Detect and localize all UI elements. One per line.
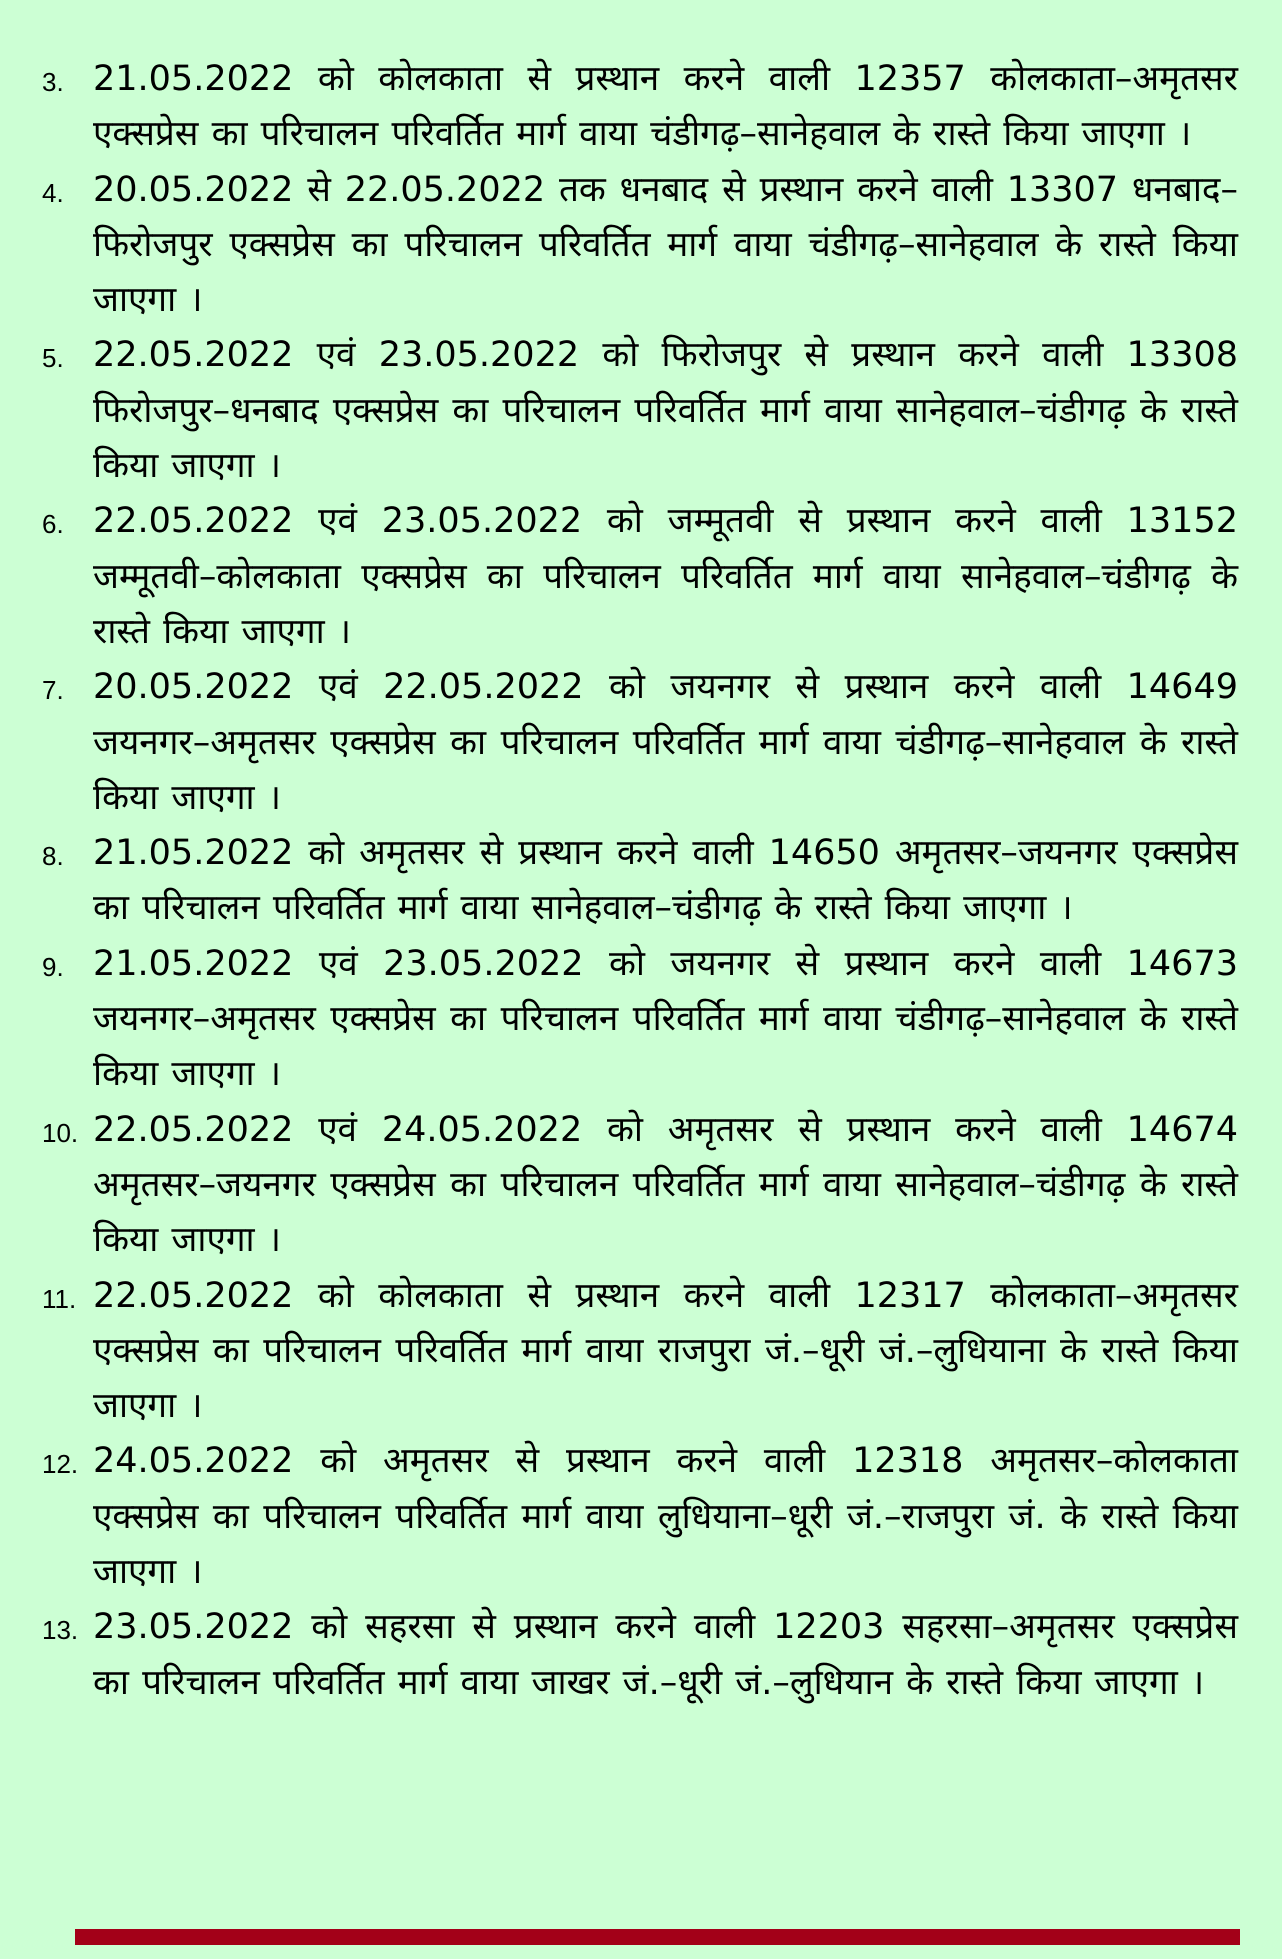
list-item	[42, 826, 1238, 937]
list-item	[42, 1103, 1238, 1269]
item-number: 3.	[42, 67, 64, 97]
list-item	[42, 937, 1238, 1103]
item-text: 20.05.2022 एवं 22.05.2022 को जयनगर से प्रस्थान करने वाली 14649 जयनगर–अमृतसर एक्सप्रेस का परिचालन परिवर्तित मार्ग वाया चंडीगढ़–सानेहवाल के रास्ते किया जाएगा ।	[93, 667, 1238, 818]
list-item	[42, 52, 1238, 163]
item-number: 12.	[42, 1449, 79, 1480]
list-item	[42, 328, 1238, 494]
item-number: 11.	[42, 1283, 77, 1314]
item-number: 8.	[42, 841, 64, 872]
item-number: 5.	[42, 343, 64, 374]
list-item	[42, 660, 1238, 826]
item-text: 20.05.2022 से 22.05.2022 तक धनबाद से प्रस्थान करने वाली 13307 धनबाद–फिरोजपुर एक्सप्रेस का परिचालन परिवर्तित मार्ग वाया चंडीगढ़–सानेहवाल के रास्ते किया जाएगा ।	[93, 169, 1238, 321]
item-number: 13.	[42, 1615, 79, 1646]
list-item	[42, 1434, 1238, 1600]
item-number: 4.	[42, 177, 64, 208]
footer-rule	[75, 1929, 1240, 1945]
item-text: 22.05.2022 एवं 23.05.2022 को फिरोजपुर से प्रस्थान करने वाली 13308 फिरोजपुर–धनबाद एक्सप्रेस का परिचालन परिवर्तित मार्ग वाया सानेहवाल–चंडीगढ़ के रास्ते किया जाएगा ।	[93, 335, 1238, 487]
list-item	[42, 1600, 1238, 1711]
item-number: 7.	[42, 675, 64, 706]
item-text: 21.05.2022 को अमृतसर से प्रस्थान करने वाली 14650 अमृतसर–जयनगर एक्सप्रेस का परिचालन परिवर्तित मार्ग वाया सानेहवाल–चंडीगढ़ के रास्ते किया जाएगा ।	[93, 833, 1238, 929]
item-number: 10.	[42, 1117, 79, 1148]
item-text: 22.05.2022 एवं 24.05.2022 को अमृतसर से प्रस्थान करने वाली 14674 अमृतसर–जयनगर एक्सप्रेस का परिचालन परिवर्तित मार्ग वाया सानेहवाल–चंडीगढ़ के रास्ते किया जाएगा ।	[93, 1109, 1238, 1261]
item-text: 22.05.2022 एवं 23.05.2022 को जम्मूतवी से प्रस्थान करने वाली 13152 जम्मूतवी–कोलकाता एक्सप्रेस का परिचालन परिवर्तित मार्ग वाया सानेहवाल–चंडीगढ़ के रास्ते किया जाएगा ।	[93, 501, 1238, 652]
list-item	[42, 1269, 1238, 1435]
item-text: 21.05.2022 को कोलकाता से प्रस्थान करने वाली 12357 कोलकाता–अमृतसर एक्सप्रेस का परिचालन परिवर्तित मार्ग वाया चंडीगढ़–सानेहवाल के रास्ते किया जाएगा ।	[93, 59, 1238, 155]
item-text: 23.05.2022 को सहरसा से प्रस्थान करने वाली 12203 सहरसा–अमृतसर एक्सप्रेस का परिचालन परिवर्तित मार्ग वाया जाखर जं.–धूरी जं.–लुधियान के रास्ते किया जाएगा ।	[93, 1607, 1238, 1703]
list-item	[42, 494, 1238, 660]
item-text: 21.05.2022 एवं 23.05.2022 को जयनगर से प्रस्थान करने वाली 14673 जयनगर–अमृतसर एक्सप्रेस का परिचालन परिवर्तित मार्ग वाया चंडीगढ़–सानेहवाल के रास्ते किया जाएगा ।	[93, 943, 1238, 1095]
list-item	[42, 163, 1238, 329]
item-number: 9.	[42, 951, 64, 982]
item-number: 6.	[42, 509, 64, 540]
item-text: 22.05.2022 को कोलकाता से प्रस्थान करने वाली 12317 कोलकाता–अमृतसर एक्सप्रेस का परिचालन परिवर्तित मार्ग वाया राजपुरा जं.–धूरी जं.–लुधियाना के रास्ते किया जाएगा ।	[93, 1275, 1238, 1427]
item-text: 24.05.2022 को अमृतसर से प्रस्थान करने वाली 12318 अमृतसर–कोलकाता एक्सप्रेस का परिचालन परिवर्तित मार्ग वाया लुधियाना–धूरी जं.–राजपुरा जं. के रास्ते किया जाएगा ।	[93, 1441, 1238, 1593]
notice-list	[42, 52, 1238, 1711]
